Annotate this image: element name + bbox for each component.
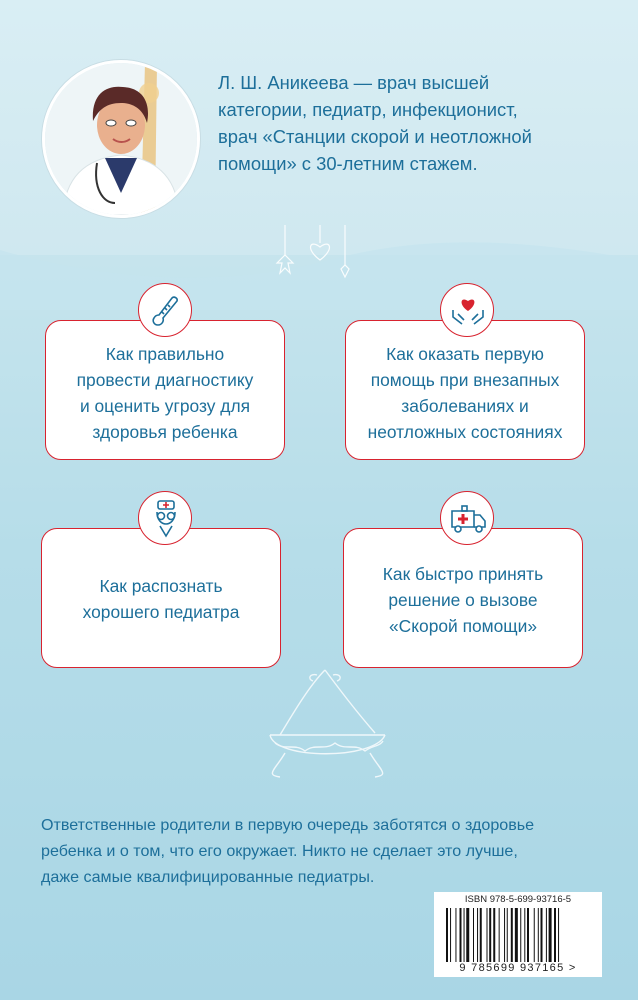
card-line: неотложных состояниях bbox=[367, 422, 563, 442]
bio-line: категории, педиатр, инфекционист, bbox=[218, 99, 518, 120]
card-line: хорошего педиатра bbox=[82, 602, 240, 622]
barcode-number: 9 785699 937165 > bbox=[459, 962, 577, 974]
bottom-description bbox=[41, 812, 621, 890]
bio-line: Л. Ш. Аникеева — врач высшей bbox=[218, 72, 490, 93]
card-line: помощь при внезапных bbox=[370, 370, 560, 390]
description-line: ребенка и о том, что его окружает. Никто не сделает это лучше, bbox=[41, 842, 518, 860]
author-photo bbox=[42, 60, 200, 218]
card-line: «Скорой помощи» bbox=[388, 616, 537, 636]
card-line: Как оказать первую bbox=[386, 344, 544, 364]
doctor-icon bbox=[138, 491, 192, 545]
hanging-toys-decoration bbox=[265, 225, 365, 285]
description-line: Ответственные родители в первую очередь заботятся о здоровье bbox=[41, 816, 535, 834]
thermometer-icon bbox=[138, 283, 192, 337]
card-line: Как правильно bbox=[105, 344, 225, 364]
card-ambulance-call bbox=[343, 528, 583, 668]
card-line: решение о вызове bbox=[388, 590, 538, 610]
card-text bbox=[344, 561, 582, 639]
card-line: здоровья ребенка bbox=[92, 422, 238, 442]
card-line: и оценить угрозу для bbox=[79, 396, 251, 416]
heart-hands-icon bbox=[440, 283, 494, 337]
card-text bbox=[346, 341, 584, 445]
description-line: даже самые квалифицированные педиатры. bbox=[41, 868, 375, 886]
card-first-aid bbox=[345, 320, 585, 460]
bio-line: помощи» с 30-летним стажем. bbox=[218, 153, 478, 174]
author-bio bbox=[218, 69, 618, 177]
card-pediatrician bbox=[41, 528, 281, 668]
card-text bbox=[46, 341, 284, 445]
card-line: Как распознать bbox=[99, 576, 223, 596]
isbn-text: ISBN 978-5-699-93716-5 bbox=[464, 894, 572, 905]
bio-line: врач «Станции скорой и неотложной bbox=[218, 126, 532, 147]
card-line: провести диагностику bbox=[76, 370, 254, 390]
cradle-decoration bbox=[255, 665, 405, 785]
barcode-bars bbox=[446, 908, 592, 962]
ambulance-icon bbox=[440, 491, 494, 545]
card-line: заболеваниях и bbox=[401, 396, 529, 416]
barcode bbox=[434, 892, 602, 977]
card-text bbox=[42, 573, 280, 625]
card-line: Как быстро принять bbox=[382, 564, 544, 584]
card-diagnostics bbox=[45, 320, 285, 460]
